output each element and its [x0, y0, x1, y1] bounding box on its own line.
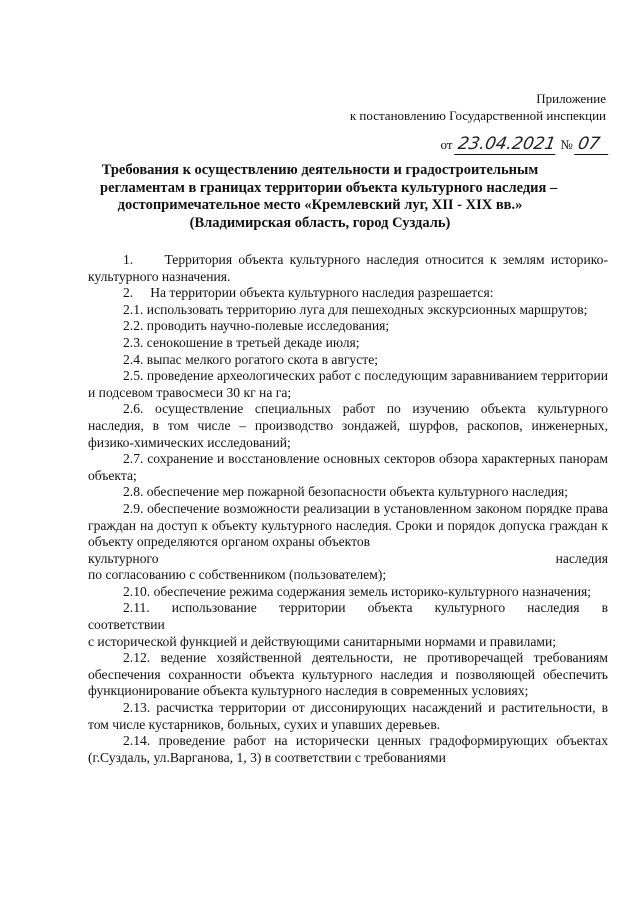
item-2-9: 2.9. обеспечение возможности реализации в установленном законом порядке права граждан на доступ к объекту культурного наследия. Сроки и порядок допуска граждан к объекту определяются органом охраны объектов: [88, 500, 608, 550]
item-2-12: 2.12. ведение хозяйственной деятельности, не противоречащей требованиям обеспечения сохранности объекта культурного наследия и позволяющей обеспечить функционирование объекта культурного наследия в современных условиях;: [88, 650, 608, 699]
handwritten-date: 23.04.2021: [454, 134, 559, 155]
item-1: 1. Территория объекта культурного наследия относится к землям историко-культурного назначения.: [88, 252, 608, 284]
item-2-11: 2.11. использование территории объекта культурного наследия в: [123, 600, 608, 616]
item-2-9-continuation: [88, 551, 608, 568]
item-2-11-continuation: соответствии: [88, 617, 165, 633]
document-body: [88, 252, 608, 766]
item-2-7: 2.7. сохранение и восстановление основных секторов обзора характерных панорам объекта;: [88, 451, 608, 483]
title-line-3: достопримечательное место «Кремлевский луг, XII - XIX вв.»: [117, 197, 523, 213]
item-2-10: 2.10. обеспечение режима содержания земель историко-культурного назначения;: [123, 583, 592, 599]
item-2-2: 2.2. проводить научно-полевые исследования;: [123, 318, 390, 334]
item-2-8: 2.8. обеспечение мер пожарной безопасности объекта культурного наследия;: [123, 484, 569, 500]
document-title: [100, 162, 558, 232]
item-2-9-end: по согласованию с собственником (пользователем);: [88, 567, 387, 583]
item-2: 2. На территории объекта культурного наследия разрешается:: [123, 285, 494, 301]
item-2-13: 2.13. расчистка территории от диссонирующих насаждений и растительности, в том числе кустарников, больных, сухих и упавших деревьев.: [88, 700, 608, 732]
item-2-6: 2.6. осуществление специальных работ по изучению объекта культурного наследия, в том числе – производство зондажей, шурфов, раскопов, инженерных, физико-химических исследований;: [88, 401, 608, 450]
appendix-header: [350, 90, 606, 124]
date-prefix: от: [440, 137, 453, 152]
number-prefix: №: [560, 137, 573, 152]
title-line-1: Требования к осуществлению деятельности и градостроительным: [101, 162, 539, 178]
item-2-4: 2.4. выпас мелкого рогатого скота в августе;: [123, 351, 379, 367]
appendix-label: Приложение: [536, 91, 606, 106]
handwritten-number: 07: [574, 134, 612, 155]
title-line-4: (Владимирская область, город Суздаль): [189, 214, 451, 231]
item-2-9-word-right: наследия: [555, 550, 608, 566]
appendix-reference: к постановлению Государственной инспекции: [349, 108, 606, 123]
resolution-date-number: [440, 134, 610, 155]
item-2-1: 2.1. использовать территорию луга для пешеходных экскурсионных маршрутов;: [123, 301, 588, 317]
item-2-11-end: с исторической функцией и действующими санитарными нормами и правилами;: [88, 633, 557, 649]
item-2-14: 2.14. проведение работ на исторически ценных градоформирующих объектах (г.Суздаль, ул.Варганова, 1, 3) в соответствии с требованиями: [88, 733, 608, 765]
item-2-5: 2.5. проведение археологических работ с последующим заравниванием территории и подсевом травосмеси 30 кг на га;: [88, 368, 608, 400]
title-line-2: регламентам в границах территории объекта культурного наследия –: [100, 179, 558, 196]
item-2-9-word-left: культурного: [88, 550, 159, 566]
item-2-3: 2.3. сенокошение в третьей декаде июля;: [123, 334, 360, 350]
